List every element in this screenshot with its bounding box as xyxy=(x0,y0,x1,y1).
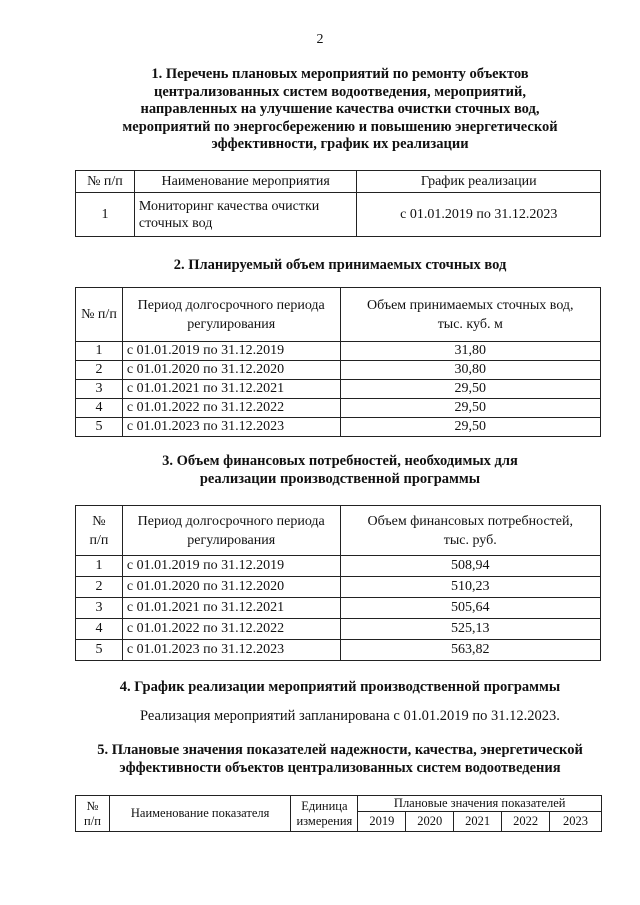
header-year: 2019 xyxy=(358,812,406,832)
section5-title-line: эффективности объектов централизованных систем водоотведения xyxy=(119,759,561,776)
table-row xyxy=(76,361,601,380)
header-financial-line: тыс. руб. xyxy=(443,532,497,548)
row-num: 4 xyxy=(76,399,123,418)
header-schedule: График реализации xyxy=(357,171,601,193)
header-financial xyxy=(340,506,600,556)
row-financial: 510,23 xyxy=(340,577,600,598)
section4-paragraph: Реализация мероприятий запланирована с 01.01.2019 по 31.12.2023. xyxy=(140,708,560,724)
header-num-line: № xyxy=(86,798,99,813)
header-year: 2021 xyxy=(454,812,502,832)
section2-title xyxy=(40,257,640,275)
activities-table xyxy=(75,170,601,237)
row-period: с 01.01.2023 по 31.12.2023 xyxy=(122,640,340,661)
header-activity-name: Наименование мероприятия xyxy=(134,171,357,193)
table-header-row xyxy=(76,796,602,812)
table-row xyxy=(76,598,601,619)
row-volume: 30,80 xyxy=(340,361,600,380)
table-header-row xyxy=(76,171,601,193)
header-period-line: Период долгосрочного периода xyxy=(137,297,325,313)
table-row xyxy=(76,619,601,640)
table-row xyxy=(76,342,601,361)
section3-title-line: 3. Объем финансовых потребностей, необходимых для xyxy=(162,453,518,469)
section1-title-line: направленных на улучшение качества очистки сточных вод, xyxy=(140,101,540,117)
section1-title-line: эффективности, график их реализации xyxy=(211,136,469,152)
row-num: 1 xyxy=(76,342,123,361)
section1-title xyxy=(40,66,640,154)
wastewater-volume-table xyxy=(75,287,601,437)
section3-title-line: реализации производственной программы xyxy=(199,470,481,487)
row-period: с 01.01.2020 по 31.12.2020 xyxy=(122,361,340,380)
header-num-line: п/п xyxy=(89,532,109,548)
section5-title-line: 5. Плановые значения показателей надежности, качества, энергетической xyxy=(97,742,583,758)
header-num xyxy=(76,506,123,556)
header-year: 2022 xyxy=(502,812,550,832)
section1-title-line: 1. Перечень плановых мероприятий по ремонту объектов xyxy=(151,66,529,82)
activity-name xyxy=(134,193,357,237)
row-num: 4 xyxy=(76,619,123,640)
table-row xyxy=(76,380,601,399)
header-period-line: регулирования xyxy=(187,532,276,548)
section3-title xyxy=(40,453,640,488)
row-num: 2 xyxy=(76,361,123,380)
row-num: 3 xyxy=(76,598,123,619)
page-number: 2 xyxy=(316,32,324,47)
table-row xyxy=(76,640,601,661)
header-unit-line: Единица xyxy=(301,798,348,813)
header-year: 2020 xyxy=(406,812,454,832)
row-period: с 01.01.2022 по 31.12.2022 xyxy=(122,619,340,640)
row-volume: 29,50 xyxy=(340,418,600,437)
section4-title-text: 4. График реализации мероприятий производственной программы xyxy=(119,679,561,695)
row-num: 5 xyxy=(76,640,123,661)
header-unit xyxy=(291,796,358,832)
header-period-line: регулирования xyxy=(187,316,276,332)
row-num: 5 xyxy=(76,418,123,437)
section1-title-line: мероприятий по энергосбережению и повышению энергетической xyxy=(122,118,558,135)
row-volume: 29,50 xyxy=(340,380,600,399)
header-period xyxy=(122,288,340,342)
row-period: с 01.01.2020 по 31.12.2020 xyxy=(122,577,340,598)
row-volume: 29,50 xyxy=(340,399,600,418)
header-period-line: Период долгосрочного периода xyxy=(137,513,325,529)
header-volume-line: тыс. куб. м xyxy=(437,316,503,332)
section4-title xyxy=(40,679,640,697)
header-volume-line: Объем принимаемых сточных вод, xyxy=(366,297,574,313)
header-volume xyxy=(340,288,600,342)
header-financial-line: Объем финансовых потребностей, xyxy=(367,513,574,529)
row-period: с 01.01.2023 по 31.12.2023 xyxy=(122,418,340,437)
row-financial: 508,94 xyxy=(340,556,600,577)
row-volume: 31,80 xyxy=(340,342,600,361)
row-financial: 525,13 xyxy=(340,619,600,640)
row-period: с 01.01.2021 по 31.12.2021 xyxy=(122,380,340,399)
section1-title-line: централизованных систем водоотведения, мероприятий, xyxy=(154,83,526,100)
header-unit-line: измерения xyxy=(296,813,353,828)
header-num-line: № xyxy=(92,513,106,529)
header-num xyxy=(76,796,110,832)
table-row xyxy=(76,556,601,577)
row-num: 1 xyxy=(76,556,123,577)
activity-name-line: Мониторинг качества очистки xyxy=(138,198,320,214)
table-row xyxy=(76,577,601,598)
financial-needs-table xyxy=(75,505,601,661)
section5-title xyxy=(40,742,640,777)
row-period: с 01.01.2022 по 31.12.2022 xyxy=(122,399,340,418)
header-num: № п/п xyxy=(76,171,135,193)
table-row xyxy=(76,418,601,437)
table-header-row xyxy=(76,288,601,342)
table-row xyxy=(76,399,601,418)
header-period xyxy=(122,506,340,556)
header-num: № п/п xyxy=(76,288,123,342)
row-financial: 563,82 xyxy=(340,640,600,661)
row-period: с 01.01.2019 по 31.12.2019 xyxy=(122,342,340,361)
indicators-table xyxy=(75,795,602,832)
row-num: 3 xyxy=(76,380,123,399)
table-header-row xyxy=(76,506,601,556)
header-num-line: п/п xyxy=(84,813,101,828)
row-financial: 505,64 xyxy=(340,598,600,619)
activity-schedule: с 01.01.2019 по 31.12.2023 xyxy=(357,193,601,237)
row-num: 1 xyxy=(76,193,135,237)
row-period: с 01.01.2021 по 31.12.2021 xyxy=(122,598,340,619)
table-row xyxy=(76,193,601,237)
header-year: 2023 xyxy=(550,812,602,832)
header-indicator-name: Наименование показателя xyxy=(109,796,290,832)
activity-name-line: сточных вод xyxy=(138,215,213,231)
row-period: с 01.01.2019 по 31.12.2019 xyxy=(122,556,340,577)
header-planned-values: Плановые значения показателей xyxy=(358,796,602,812)
row-num: 2 xyxy=(76,577,123,598)
section2-title-text: 2. Планируемый объем принимаемых сточных вод xyxy=(173,257,507,273)
